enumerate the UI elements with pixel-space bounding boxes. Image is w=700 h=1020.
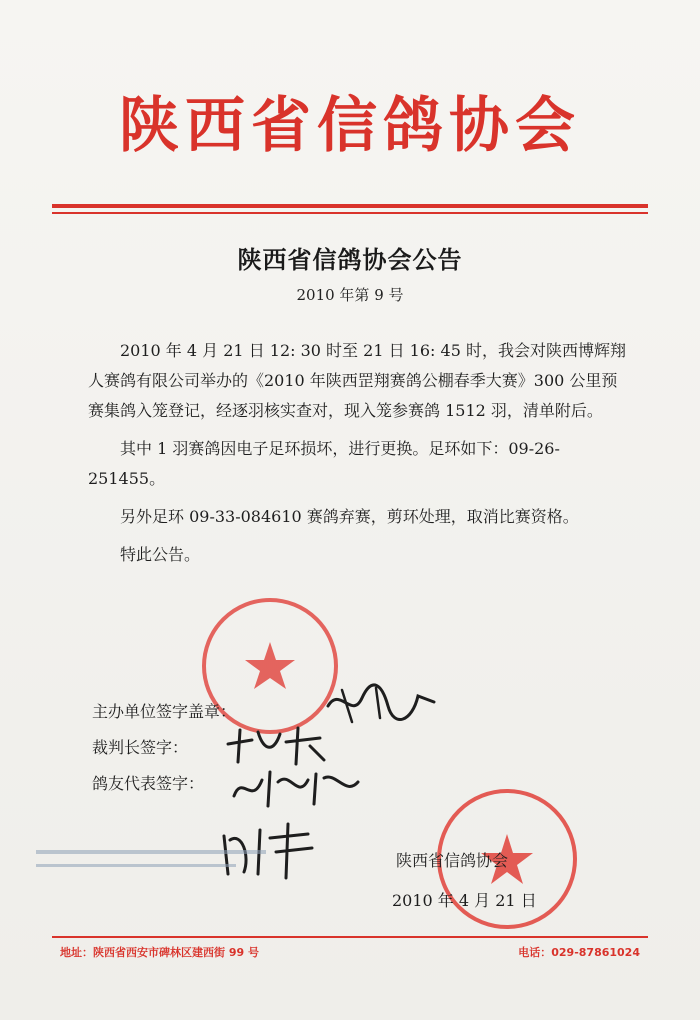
notice-paragraph: 其中 1 羽赛鸽因电子足环损坏，进行更换。足环如下：09-26-251455。 [88, 439, 560, 488]
issue-date: 2010 年 4 月 21 日 [392, 891, 537, 910]
organizer-signature-label: 主办单位签字盖章： [92, 702, 237, 721]
letterhead-rule-thick [52, 204, 648, 208]
footer-phone: 电话：029-87861024 [518, 946, 640, 959]
footer-address: 地址：陕西省西安市碑林区建西街 99 号 [60, 946, 259, 959]
site-watermark-logo [36, 840, 276, 880]
notice-paragraph: 2010 年 4 月 21 日 12: 30 时至 21 日 16: 45 时，我会对陕西博辉翔人赛鸽有限公司举办的《2010 年陕西罡翔赛鸽公棚春季大赛》300 公里预赛集鸽入笼登记，经逐羽核实查对，现入笼参赛鸽 1512 羽，清单附后。 [88, 341, 626, 420]
notice-number: 2010 年第 9 号 [296, 286, 404, 304]
representative-signature-label: 鸽友代表签字： [92, 774, 205, 793]
notice-title: 陕西省信鸽协会公告 [237, 246, 463, 274]
referee-signature-label: 裁判长签字： [92, 738, 189, 757]
footer-rule [52, 936, 648, 938]
representative-handwritten-signature [228, 760, 368, 816]
organizer-handwritten-signature [322, 676, 442, 730]
letterhead-rule-thin [52, 212, 648, 214]
issuer-org: 陕西省信鸽协会 [396, 851, 509, 870]
footer [60, 944, 640, 964]
notice-paragraph: 另外足环 09-33-084610 赛鸽弃赛，剪环处理，取消比赛资格。 [120, 507, 579, 526]
notice-body [88, 336, 626, 578]
letterhead-title: 陕西省信鸽协会 [119, 91, 581, 161]
notice-paragraph: 特此公告。 [120, 545, 201, 564]
